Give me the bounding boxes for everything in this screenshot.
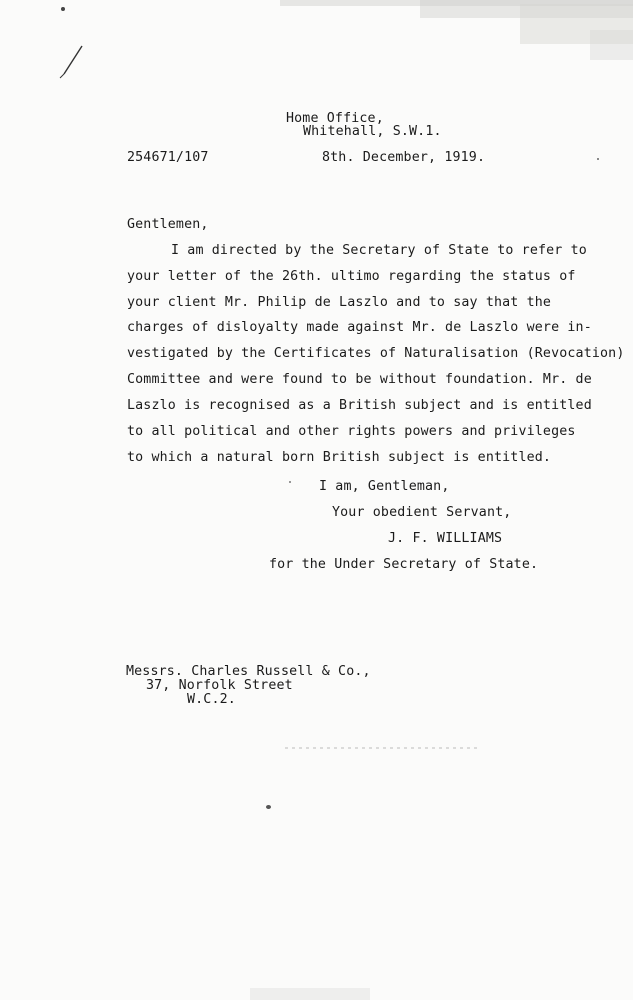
body-line-1: I am directed by the Secretary of State to refer to	[171, 243, 587, 258]
scan-bottom-noise	[0, 970, 633, 1000]
scan-speck	[61, 7, 65, 11]
closing-line-1: I am, Gentleman,	[319, 479, 450, 494]
body-line-6: Committee and were found to be without foundation. Mr. de	[127, 372, 592, 387]
pencil-stroke-mark	[58, 42, 88, 82]
scan-speck	[597, 158, 599, 160]
body-line-5: vestigated by the Certificates of Naturalisation (Revocation)	[127, 346, 625, 361]
closing-line-2: Your obedient Servant,	[332, 505, 512, 520]
scan-speck	[266, 805, 271, 809]
body-line-9: to which a natural born British subject is entitled.	[127, 450, 552, 465]
body-line-2: your letter of the 26th. ultimo regarding the status of	[127, 269, 576, 284]
signatory-capacity: for the Under Secretary of State.	[269, 557, 539, 572]
scan-speck	[289, 481, 291, 483]
body-line-8: to all political and other rights powers and privileges	[127, 424, 576, 439]
letter-date: 8th. December, 1919.	[322, 150, 486, 165]
reference-number: 254671/107	[127, 150, 209, 165]
letterhead-line-2: Whitehall, S.W.1.	[303, 124, 442, 139]
body-line-4: charges of disloyalty made against Mr. de Laszlo were in-	[127, 320, 592, 335]
scan-edge-noise	[0, 0, 633, 60]
body-line-3: your client Mr. Philip de Laszlo and to say that the	[127, 295, 552, 310]
signatory-name: J. F. WILLIAMS	[388, 531, 503, 546]
letterhead-line-1: Home Office,	[286, 111, 384, 126]
recipient-name: Messrs. Charles Russell & Co.,	[126, 664, 371, 679]
body-line-7: Laszlo is recognised as a British subject and is entitled	[127, 398, 592, 413]
scan-artifact-line	[0, 738, 633, 758]
salutation: Gentlemen,	[127, 217, 209, 232]
recipient-street: 37, Norfolk Street	[146, 678, 293, 693]
recipient-district: W.C.2.	[187, 692, 236, 707]
